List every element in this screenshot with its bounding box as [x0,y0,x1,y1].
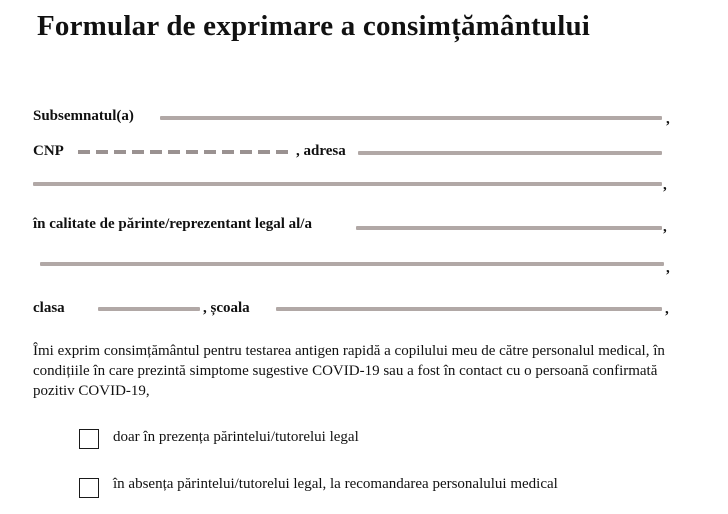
adresa-label: , adresa [296,143,346,159]
cnp-field[interactable] [78,150,292,154]
option-checkbox-without-parent[interactable] [79,478,99,498]
comma: , [665,301,669,317]
option-label-without-parent: în absența părintelui/tutorelui legal, la recomandarea personalului medical [113,476,558,492]
comma: , [666,260,670,276]
scoala-label: , școala [203,300,250,316]
adresa-field[interactable] [358,151,662,155]
clasa-label: clasa [33,300,65,316]
calitate-label: în calitate de părinte/reprezentant legal al/a [33,216,312,232]
cnp-label: CNP [33,143,64,159]
form-title: Formular de exprimare a consimțământului [37,10,591,42]
adresa-field-continuation[interactable] [33,182,662,186]
consent-paragraph: Îmi exprim consimțământul pentru testarea antigen rapidă a copilului meu de către personalul medical, în condițiile în care prezintă simptome sugestive COVID-19 sau a fost în contact cu o persoană confirmată pozitiv COVID-19, [33,343,665,399]
option-label-with-parent: doar în prezența părintelui/tutorelui legal [113,429,359,445]
comma: , [663,219,667,235]
calitate-field[interactable] [356,226,662,230]
option-checkbox-with-parent[interactable] [79,429,99,449]
scoala-field[interactable] [276,307,662,311]
calitate-field-continuation[interactable] [40,262,664,266]
subsemnatul-field[interactable] [160,116,662,120]
subsemnatul-label: Subsemnatul(a) [33,108,134,124]
clasa-field[interactable] [98,307,200,311]
comma: , [666,111,670,127]
comma: , [663,177,667,193]
